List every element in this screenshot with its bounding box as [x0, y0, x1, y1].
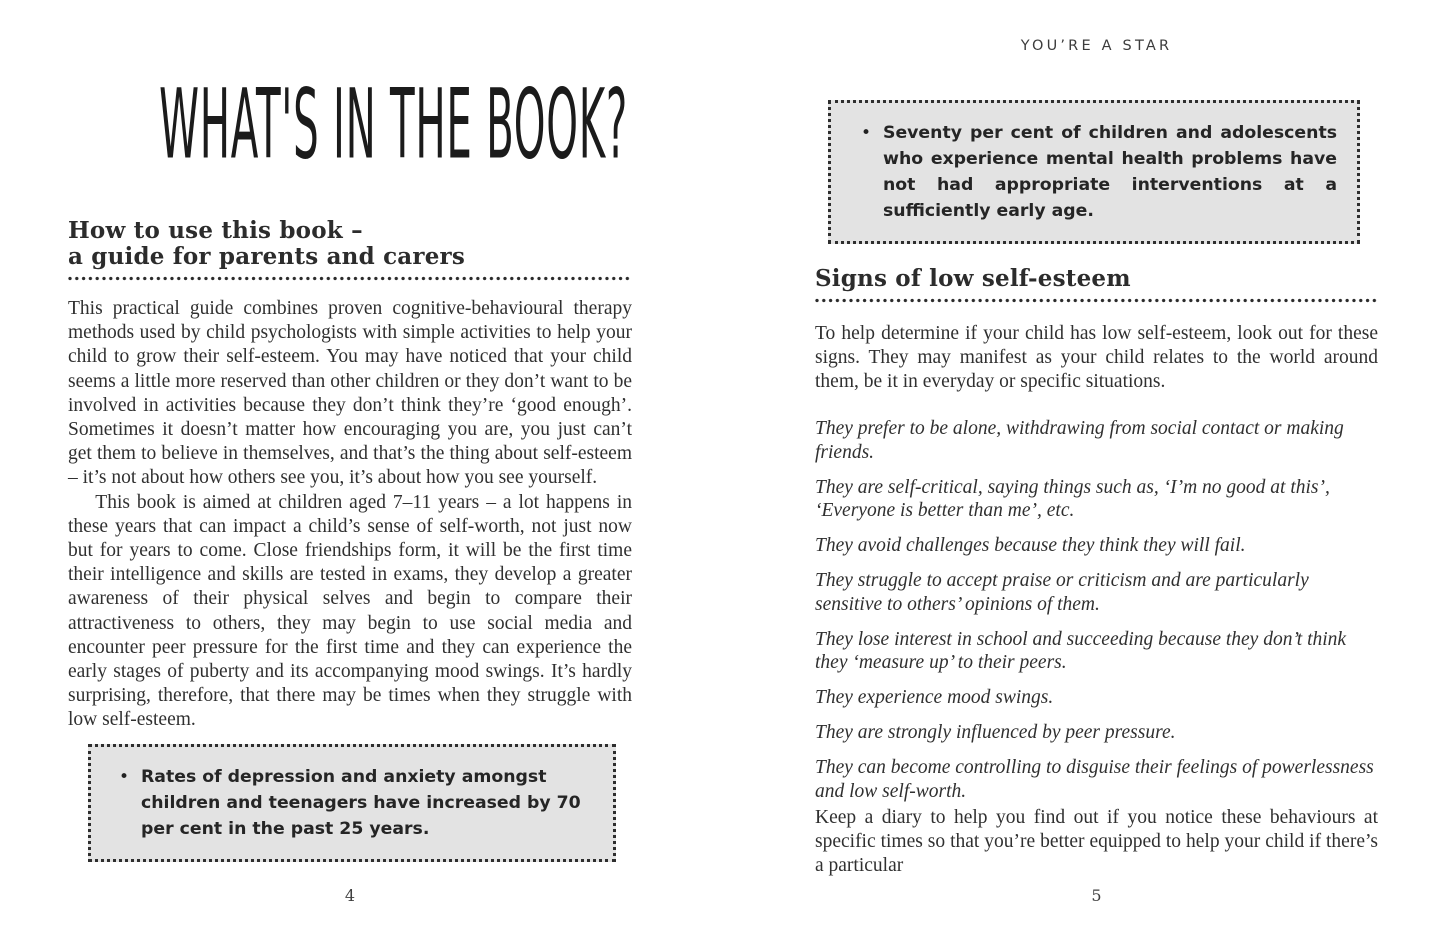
page-number: 4	[344, 886, 356, 905]
section-heading-line1: How to use this book –	[68, 217, 363, 244]
dotted-rule	[815, 298, 1378, 303]
running-head: YOU’RE A STAR	[1020, 38, 1173, 54]
fact-box-text: Seventy per cent of children and adolescents who experience mental health problems have not had appropriate interventions at a sufficiently early age.	[883, 123, 1337, 221]
sign-item: They experience mood swings.	[815, 687, 1054, 708]
dotted-rule	[68, 276, 632, 281]
sign-item: They are strongly influenced by peer pressure.	[815, 722, 1176, 743]
bullet-icon: •	[118, 767, 130, 787]
sign-item: They lose interest in school and succeeding because they don’t think they ‘measure up’ to their peers.	[815, 628, 1347, 673]
section-heading-line2: a guide for parents and carers	[68, 243, 466, 270]
section-heading-block	[68, 218, 632, 281]
chapter-title: WHAT'S IN THE BOOK?	[159, 70, 628, 182]
section-heading: Signs of low self-esteem	[815, 265, 1131, 292]
sign-item: They can become controlling to disguise their feelings of powerlessness and low self-worth.	[815, 757, 1374, 802]
page-right	[815, 0, 1378, 937]
paragraph: This book is aimed at children aged 7–11 years – a lot happens in these years that can impact a child’s sense of self-worth, not just now but for years to come. Close friendships form, it will be the first time their intelligence and skills are tested in exams, they develop a greater awareness of their physical selves and begin to compare their attractiveness to others, they may begin to use social media and encounter peer pressure for the first time and they can experience the early stages of puberty and its accompanying mood swings. It’s hardly surprising, therefore, that there may be times when they struggle with low self-esteem.	[68, 491, 632, 731]
chapter-title-wrap	[68, 70, 632, 182]
closing-paragraph: Keep a diary to help you find out if you notice these behaviours at specific times so that you’re better equipped to help your child if there’s a particular	[815, 807, 1378, 877]
fact-box	[828, 100, 1360, 244]
section-heading-block	[815, 266, 1378, 303]
fact-box	[88, 744, 616, 862]
intro-paragraph-block	[815, 322, 1378, 395]
body-copy	[68, 297, 632, 733]
page-number: 5	[1091, 886, 1102, 905]
sign-item: They prefer to be alone, withdrawing from social contact or making friends.	[815, 418, 1344, 463]
fact-box-text: Rates of depression and anxiety amongst children and teenagers have increased by 70 per cent in the past 25 years.	[141, 767, 581, 839]
page-left	[68, 0, 632, 937]
paragraph: This practical guide combines proven cognitive-behavioural therapy methods used by child psychologists with simple activities to help your child to grow their self-esteem. You may have noticed that your child seems a little more reserved than other children or they don’t want to be involved in activities because they don’t think they’re ‘good enough’. Sometimes it doesn’t matter how encouraging you are, you just can’t get them to believe in themselves, and that’s the thing about self-esteem – it’s not about how others see you, it’s about how you see yourself.	[68, 298, 632, 489]
closing-paragraph-block	[815, 806, 1378, 879]
sign-item: They avoid challenges because they think they will fail.	[815, 535, 1246, 556]
bullet-icon: •	[860, 123, 872, 143]
sign-item: They struggle to accept praise or criticism and are particularly sensitive to others’ opinions of them.	[815, 570, 1309, 615]
intro-paragraph: To help determine if your child has low self-esteem, look out for these signs. They may manifest as your child relates to the world around them, be it in everyday or specific situations.	[815, 323, 1378, 393]
signs-list	[815, 417, 1378, 815]
sign-item: They are self-critical, saying things such as, ‘I’m no good at this’, ‘Everyone is better than me’, etc.	[815, 476, 1330, 521]
